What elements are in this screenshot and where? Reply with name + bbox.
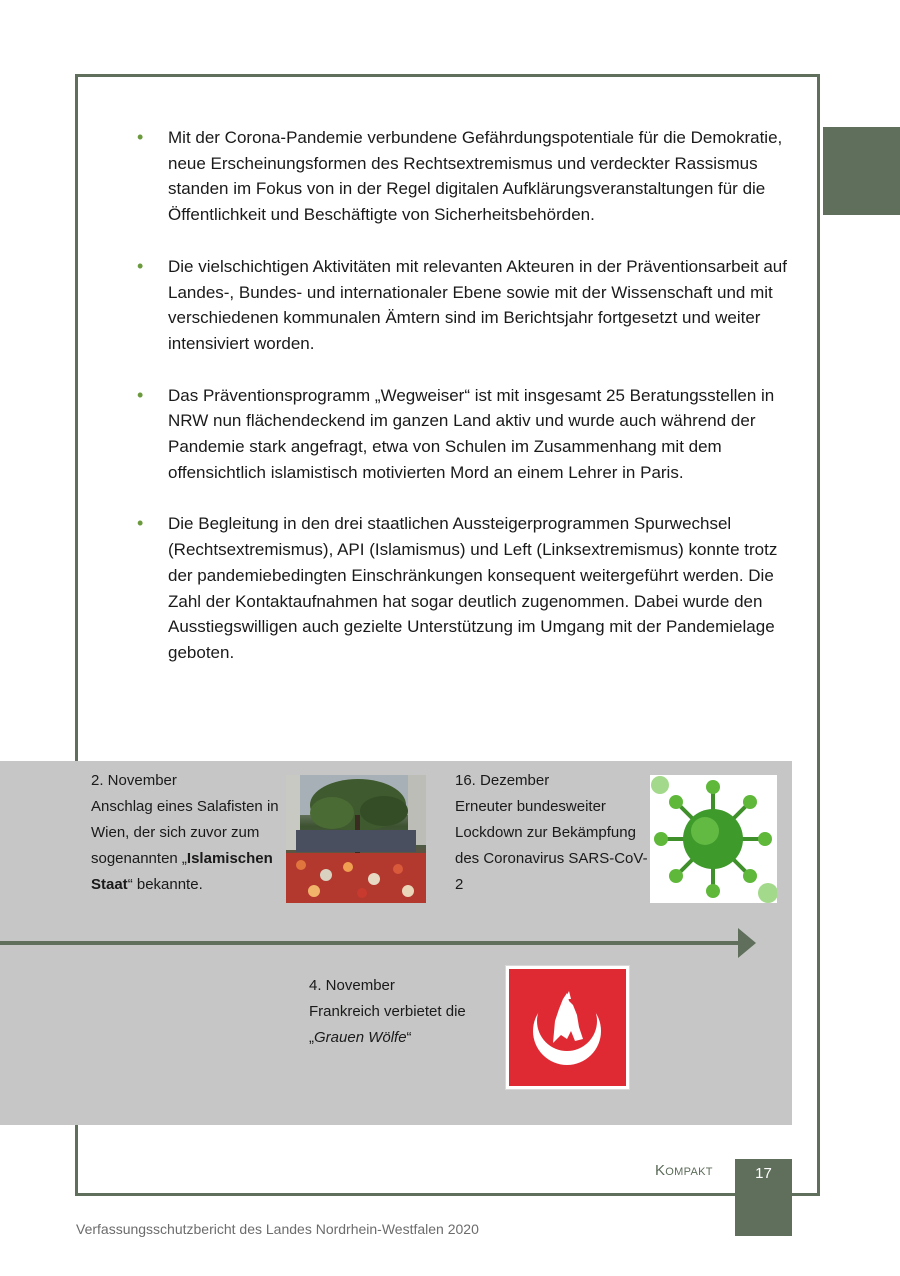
timeline-arrow-icon: [738, 928, 756, 958]
logo-background: [509, 969, 626, 1086]
bullet-item: [135, 511, 795, 665]
quote-close: “: [406, 1029, 412, 1046]
bullet-dot: •: [137, 513, 144, 534]
bullet-text: Das Präventionsprogramm „Wegweiser“ ist mit insgesamt 25 Beratungsstellen in NRW nun flächendeckend im ganzen Land aktiv und wurde auch während der Pandemie stark angefragt, etwa von Schulen im Zusammenhang mit dem offensichtlich islamistisch motivierten Mord an einem Lehrer in Paris.: [168, 385, 775, 482]
vienna-photo-illustration: [286, 775, 426, 903]
bullet-item: [135, 125, 795, 228]
event-text-italic: Grauen Wölfe: [314, 1029, 407, 1046]
section-label-text: Kompakt: [655, 1162, 713, 1179]
quote-open: „: [309, 1029, 314, 1046]
side-tab-marker: [823, 127, 900, 215]
timeline-panel: [0, 761, 792, 1125]
bullet-text: Die vielschichtigen Aktivitäten mit relevanten Akteuren in der Präventionsarbeit auf Landes-, Bundes- und internationaler Ebene sowie mit der Wissenschaft und mit verschiedenen kommunalen Ämtern sind im Berichtsjahr fortgesetzt und weiter intensiviert worden.: [168, 256, 787, 353]
section-label: [655, 1162, 713, 1179]
event-date: 4. November: [309, 977, 395, 994]
bullet-dot: •: [137, 384, 144, 405]
grey-wolves-logo: [505, 965, 630, 1090]
coronavirus-image: [650, 775, 777, 903]
bullet-item: [135, 254, 795, 357]
timeline-event-grey-wolves: [309, 973, 499, 1051]
event-text-part: Anschlag eines Salafisten in Wien, der sich zuvor zum sogenannten „: [91, 798, 279, 867]
bullet-text: Die Begleitung in den drei staatlichen Aussteigerprogrammen Spurwechsel (Rechtsextremismus), API (Islamismus) und Left (Linksextremismus) konnte trotz der pandemiebedingten Einschränkungen konsequent weitergeführt werden. Die Zahl der Kontaktaufnahmen hat sogar deutlich zugenommen. Dabei wurde den Ausstiegswilligen auch gezielte Unterstützung im Umgang mit der Pandemielage geboten.: [168, 514, 778, 662]
timeline-event-vienna: [91, 768, 286, 898]
page-number: 17: [755, 1165, 772, 1182]
report-title-footer: Verfassungsschutzbericht des Landes Nordrhein-Westfalen 2020: [76, 1221, 479, 1237]
event-text-part: “ bekannte.: [127, 876, 203, 893]
bullet-dot: •: [137, 127, 144, 147]
event-date: 2. November: [91, 772, 177, 789]
bullet-item: [135, 383, 795, 486]
event-text: Frankreich verbietet die: [309, 1003, 466, 1020]
vienna-memorial-photo: [286, 775, 426, 903]
event-date: 16. Dezember: [455, 772, 550, 789]
virus-icon: [650, 775, 777, 903]
bullet-dot: •: [137, 255, 144, 276]
timeline-axis: [0, 941, 742, 945]
wolf-crescent-icon: [509, 969, 626, 1086]
timeline-event-lockdown: [455, 768, 650, 898]
bullet-list: [135, 125, 795, 692]
bullet-text: Mit der Corona-Pandemie verbundene Gefährdungspotentiale für die Demokratie, neue Erscheinungsformen des Rechtsextremismus und verdeckter Rassismus standen im Fokus von in der Regel digitalen Aufklärungsveranstaltungen für die Öffentlichkeit und Beschäftigte von Sicherheitsbehörden.: [168, 128, 783, 225]
event-text: Erneuter bundesweiter Lockdown zur Bekämpfung des Coronavirus SARS-CoV-2: [455, 798, 648, 893]
event-text-line: [309, 1025, 499, 1051]
event-text: [91, 794, 286, 898]
event-text-bold: Islamischen Staat: [91, 850, 273, 893]
page-number-box: [735, 1159, 792, 1236]
